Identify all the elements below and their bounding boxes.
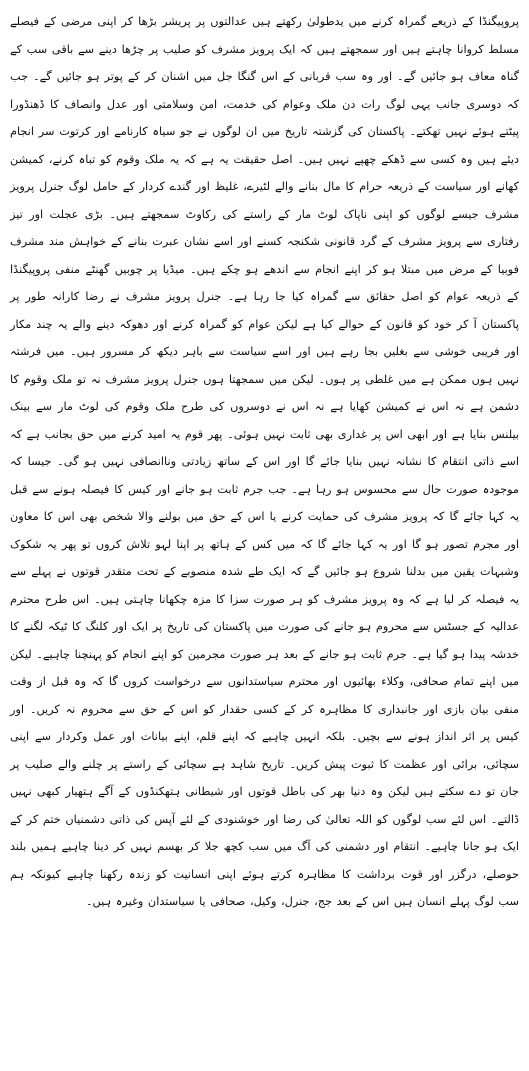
article-body: پروپیگنڈا کے ذریعے گمراہ کرنے میں یدطولیٰ رکھتے ہیں عدالتوں پر پریشر بڑھا کر اپنی مرضی کے فیصلے مسلط کروانا چاہتے ہیں اور سمجھتے ہیں کہ ایک پرویز مشرف کو صلیب پر چڑھا دینے سے باقی سب کے گناہ معاف ہو جائیں گے۔ اور وہ سب قربانی کے اس گنگا جل میں اشنان کر کے پوتر ہو جائیں گے۔ جب کہ دوسری جانب یہی لوگ رات دن ملک وعوام کی خدمت، امن وسلامتی اور عدل وانصاف کا ڈھنڈورا پیٹتے ہوئے نہیں تھکتے۔ پاکستان کی گزشتہ تاریخ میں ان لوگوں نے جو سیاہ کارنامے اور کرتوت سر انجام دیئے ہیں وہ کسی سے ڈھکے چھپے نہیں ہیں۔ اصل حقیقت یہ ہے کہ یہ ملک وقوم کو تباہ کرنے، کمیشن کھانے اور سیاست کے ذریعہ حرام کا مال بنانے والے لٹیرے، غلیظ اور گندے کردار کے حامل لوگ جنرل پرویز مشرف جیسے لوگوں کو اپنی ناپاک لوٹ مار کے راستے کی رکاوٹ سمجھتے ہیں۔ بڑی عجلت اور تیز رفتاری سے پرویز مشرف کے گرد قانونی شکنجہ کسنے اور اسے نشان عبرت بنانے کے خواہش مند مشرف فوبیا کے مرض میں مبتلا ہو کر اپنے انجام سے اندھے ہو چکے ہیں۔ میڈیا پر چوبیں گھنٹے منفی پروپیگنڈا کے ذریعہ عوام کو اصل حقائق سے گمراہ کیا جا رہا ہے۔ جنرل پرویز مشرف نے رضا کارانہ طور پر پاکستان آ کر خود کو قانون کے حوالے کیا ہے لیکن عوام کو گمراہ کرنے اور دھوکہ دینے والے یہ چند مکار اور فریبی خوشی سے بغلیں بجا رہے ہیں اور اسے سیاست سے باہر دیکھ کر مسرور ہیں۔ میں فرشتہ نہیں ہوں ممکن ہے میں غلطی پر ہوں۔ لیکن میں سمجھتا ہوں جنرل پرویز مشرف نہ تو ملک وقوم کا دشمن ہے نہ اس نے کمیشن کھایا ہے نہ اس نے دوسروں کی طرح ملک وقوم کی لوٹ مار سے بینک بیلنس بنایا ہے اور ابھی اس پر غداری بھی ثابت نہیں ہوئی۔ پھر قوم یہ امید کرنے میں حق بجانب ہے کہ اسے ذاتی انتقام کا نشانہ نہیں بنایا جائے گا اور اس کے ساتھ زیادتی وناانصافی نہیں ہو گی۔ جیسا کہ موجودہ صورت حال سے محسوس ہو رہا ہے۔ جب جرم ثابت ہو جانے اور کیس کا فیصلہ ہونے سے قبل یہ کہا جائے گا کہ پرویز مشرف کی حمایت کرنے یا اس کے حق میں بولنے والا شخص بھی اس کا معاون اور مجرم تصور ہو گا اور یہ کہا جائے گا کہ میں کس کے ہاتھ پر اپنا لہو تلاش کروں تو پھر یہ شکوک وشبہات یقین میں بدلنا شروع ہو جائیں گے کہ ایک طے شدہ منصوبے کے تحت متقدر قوتوں نے پہلے سے یہ فیصلہ کر لیا ہے کہ وہ پرویز مشرف کو ہر صورت سزا کا مزہ چکھانا چاہتی ہیں۔ اس طرح محترم عدالیہ کے جسٹس سے محروم ہو جانے کی صورت میں پاکستان کی تاریخ پر ایک اور کلنگ کا ٹیکہ لگنے کا خدشہ پیدا ہو گیا ہے۔ جرم ثابت ہو جانے کے بعد ہر صورت مجرمین کو اپنے انجام کو پہنچنا چاہیے۔ لیکن میں اپنے تمام صحافی، وکلاء بھائیوں اور محترم سیاستدانوں سے درخواست کروں گا کہ وہ قبل از وقت منفی بیان بازی اور جانبداری کا مظاہرہ کر کے کسی حقدار کو اس کے حق سے محروم نہ کریں۔ اور کیس پر اثر انداز ہونے سے بچیں۔ بلکہ انہیں چاہیے کہ اپنے قلم، اپنے بیانات اور عمل وکردار سے اپنی سچائی، برائی اور عظمت کا ثبوت پیش کریں۔ تاریخ شاہد ہے سچائی کے راستے پر چلنے والے صلیب پر جان تو دے سکتے ہیں لیکن وہ دنیا بھر کی باطل قوتوں اور شیطانی ہتھکنڈوں کے آگے ہتھیار کبھی نہیں ڈالتے۔ اس لئے سب لوگوں کو اللہ تعالیٰ کی رضا اور خوشنودی کے لئے آپس کی ذاتی دشمنیاں ختم کر کے ایک ہو جانا چاہیے۔ انتقام اور دشمنی کی آگ میں سب کچھ جلا کر بھسم نہیں کر دینا چاہیے ہمیں بلند حوصلے، درگزر اور قوت برداشت کا مظاہرہ کرتے ہوئے اپنی انسانیت کو زندہ رکھنا چاہیے کیونکہ ہم سب لوگ پہلے انسان ہیں اس کے بعد جج، جنرل، وکیل، صحافی یا سیاستدان وغیرہ ہیں۔ <box>10 15 519 908</box>
